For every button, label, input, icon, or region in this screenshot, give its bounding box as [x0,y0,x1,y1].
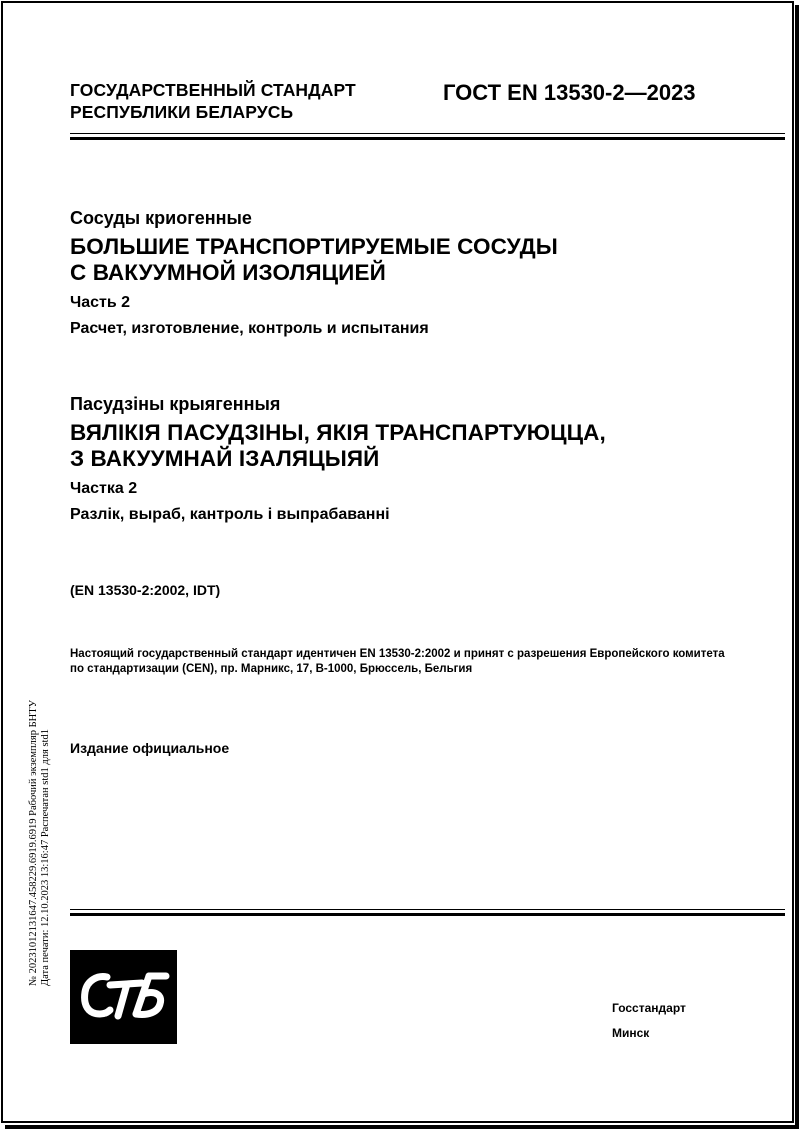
footer-rule-thin [70,909,785,910]
standard-designation: ГОСТ EN 13530-2—2023 [443,80,696,105]
print-stamp-line2: Дата печати: 12.10.2023 13:16:47 Распечатан std1 для std1 [40,729,51,986]
belarusian-part: Частка 2 [70,480,138,497]
header-rule-thick [70,137,785,140]
publisher [612,996,686,1046]
identical-reference: (EN 13530-2:2002, IDT) [70,582,221,598]
russian-part: Часть 2 [70,294,131,311]
belarusian-title-line1: ВЯЛІКІЯ ПАСУДЗІНЫ, ЯКІЯ ТРАНСПАРТУЮЦЦА, [70,420,606,445]
belarusian-title-block [70,394,606,524]
russian-title-line1: БОЛЬШИЕ ТРАНСПОРТИРУЕМЫЕ СОСУДЫ [70,234,558,259]
belarusian-title-line2: З ВАКУУМНАЙ ІЗАЛЯЦЫЯЙ [70,446,380,471]
russian-title-line2: С ВАКУУМНОЙ ИЗОЛЯЦИЕЙ [70,260,386,285]
adoption-note: Настоящий государственный стандарт идентичен EN 13530-2:2002 и принят с разрешения Европейского комитета по стандартизации (CEN), пр. Марникс, 17, В-1000, Брюссель, Бельгия [70,648,725,675]
publisher-name: Госстандарт [612,1001,686,1015]
publisher-city: Минск [612,1026,650,1040]
issuing-body-line2: РЕСПУБЛИКИ БЕЛАРУСЬ [70,102,294,122]
print-stamp-line1: № 20231012131647.458229.6919.6919 Рабочий экземпляр БНТУ [28,699,39,986]
edition-label: Издание официальное [70,740,230,756]
issuing-body [70,79,356,123]
russian-part-title: Расчет, изготовление, контроль и испытания [70,320,429,337]
russian-subtitle: Сосуды криогенные [70,208,252,228]
belarusian-part-title: Разлік, выраб, кантроль і выпрабаванні [70,506,390,523]
print-stamp [28,700,52,986]
page-shadow-right [795,5,799,1129]
issuing-body-line1: ГОСУДАРСТВЕННЫЙ СТАНДАРТ [70,80,356,100]
header-rule-thin [70,133,785,134]
page-shadow-bottom [5,1125,799,1129]
stb-logo [70,950,177,1044]
russian-title-block [70,208,558,338]
belarusian-subtitle: Пасудзіны крыягенныя [70,394,281,414]
footer-rule-thick [70,913,785,916]
